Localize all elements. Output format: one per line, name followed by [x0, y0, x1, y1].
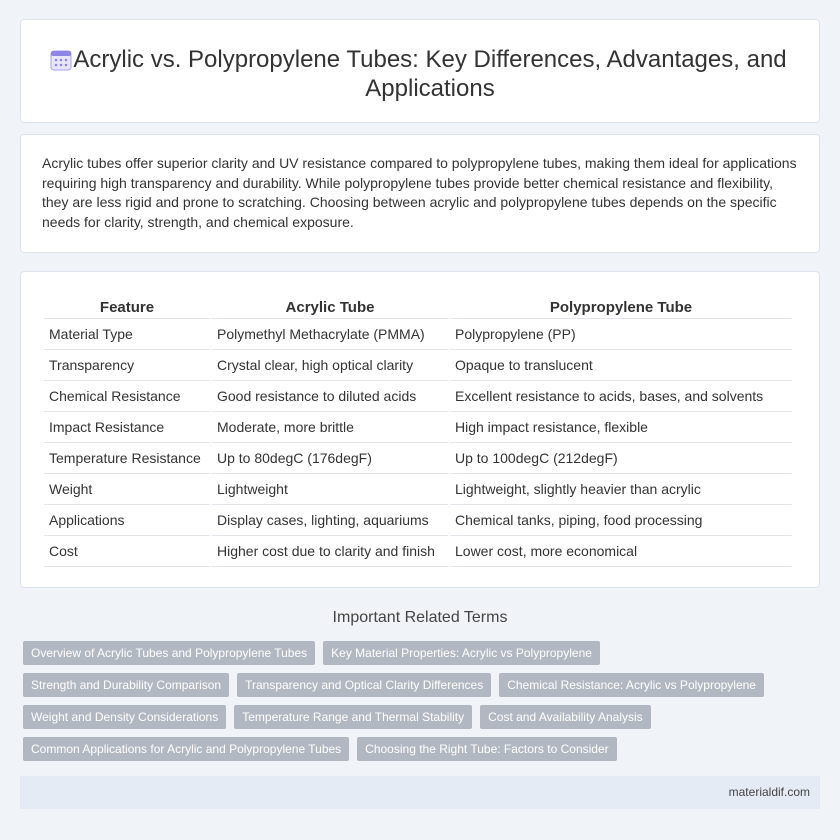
table-cell: Chemical tanks, piping, food processing: [450, 505, 792, 536]
table-cell: Applications: [44, 505, 210, 536]
table-cell: Display cases, lighting, aquariums: [212, 505, 448, 536]
related-term-tag[interactable]: Key Material Properties: Acrylic vs Polypropylene: [323, 641, 600, 665]
column-header-feature: Feature: [44, 295, 210, 319]
table-cell: Up to 80degC (176degF): [212, 443, 448, 474]
table-row: [44, 412, 792, 443]
related-term-tag[interactable]: Common Applications for Acrylic and Polypropylene Tubes: [23, 737, 349, 761]
table-cell: Polypropylene (PP): [450, 319, 792, 350]
related-term-tag[interactable]: Transparency and Optical Clarity Differences: [237, 673, 491, 697]
table-cell: Polymethyl Methacrylate (PMMA): [212, 319, 448, 350]
table-cell: Lightweight, slightly heavier than acrylic: [450, 474, 792, 505]
related-term-tag[interactable]: Chemical Resistance: Acrylic vs Polypropylene: [499, 673, 764, 697]
column-header-acrylic: Acrylic Tube: [212, 295, 448, 319]
summary-text: Acrylic tubes offer superior clarity and UV resistance compared to polypropylene tubes, making them ideal for applications requiring high transparency and durability. While polypropylene tubes provide better chemical resistance and flexibility, they are less rigid and prone to scratching. Choosing between acrylic and polypropylene tubes depends on the specific needs for clarity, strength, and chemical exposure.: [42, 155, 797, 230]
related-terms-list: [23, 641, 813, 761]
table-cell: Crystal clear, high optical clarity: [212, 350, 448, 381]
table-cell: Good resistance to diluted acids: [212, 381, 448, 412]
comparison-table: [42, 295, 794, 567]
table-row: [44, 381, 792, 412]
table-row: [44, 319, 792, 350]
table-cell: Lightweight: [212, 474, 448, 505]
footer: [20, 776, 820, 809]
table-cell: Impact Resistance: [44, 412, 210, 443]
related-term-tag[interactable]: Overview of Acrylic Tubes and Polypropylene Tubes: [23, 641, 315, 665]
summary-card: [20, 134, 820, 253]
related-term-tag[interactable]: Temperature Range and Thermal Stability: [234, 705, 472, 729]
table-cell: Opaque to translucent: [450, 350, 792, 381]
table-cell: High impact resistance, flexible: [450, 412, 792, 443]
column-header-polypropylene: Polypropylene Tube: [450, 295, 792, 319]
table-cell: Weight: [44, 474, 210, 505]
table-cell: Excellent resistance to acids, bases, and solvents: [450, 381, 792, 412]
table-cell: Higher cost due to clarity and finish: [212, 536, 448, 567]
related-term-tag[interactable]: Cost and Availability Analysis: [480, 705, 651, 729]
related-terms-heading: Important Related Terms: [332, 609, 508, 626]
related-term-tag[interactable]: Choosing the Right Tube: Factors to Consider: [357, 737, 616, 761]
table-header-row: [44, 295, 792, 319]
related-term-tag[interactable]: Strength and Durability Comparison: [23, 673, 229, 697]
table-cell: Temperature Resistance: [44, 443, 210, 474]
table-cell: Chemical Resistance: [44, 381, 210, 412]
table-cell: Moderate, more brittle: [212, 412, 448, 443]
footer-site-link[interactable]: materialdif.com: [728, 785, 810, 799]
table-row: [44, 505, 792, 536]
table-row: [44, 350, 792, 381]
table-cell: Cost: [44, 536, 210, 567]
page-title: Acrylic vs. Polypropylene Tubes: Key Differences, Advantages, and Applications: [73, 46, 787, 102]
table-row: [44, 474, 792, 505]
table-row: [44, 443, 792, 474]
title-card: [20, 19, 820, 123]
table-cell: Transparency: [44, 350, 210, 381]
comparison-table-card: [20, 271, 820, 588]
table-cell: Up to 100degC (212degF): [450, 443, 792, 474]
table-cell: Lower cost, more economical: [450, 536, 792, 567]
related-term-tag[interactable]: Weight and Density Considerations: [23, 705, 226, 729]
table-row: [44, 536, 792, 567]
table-cell: Material Type: [44, 319, 210, 350]
